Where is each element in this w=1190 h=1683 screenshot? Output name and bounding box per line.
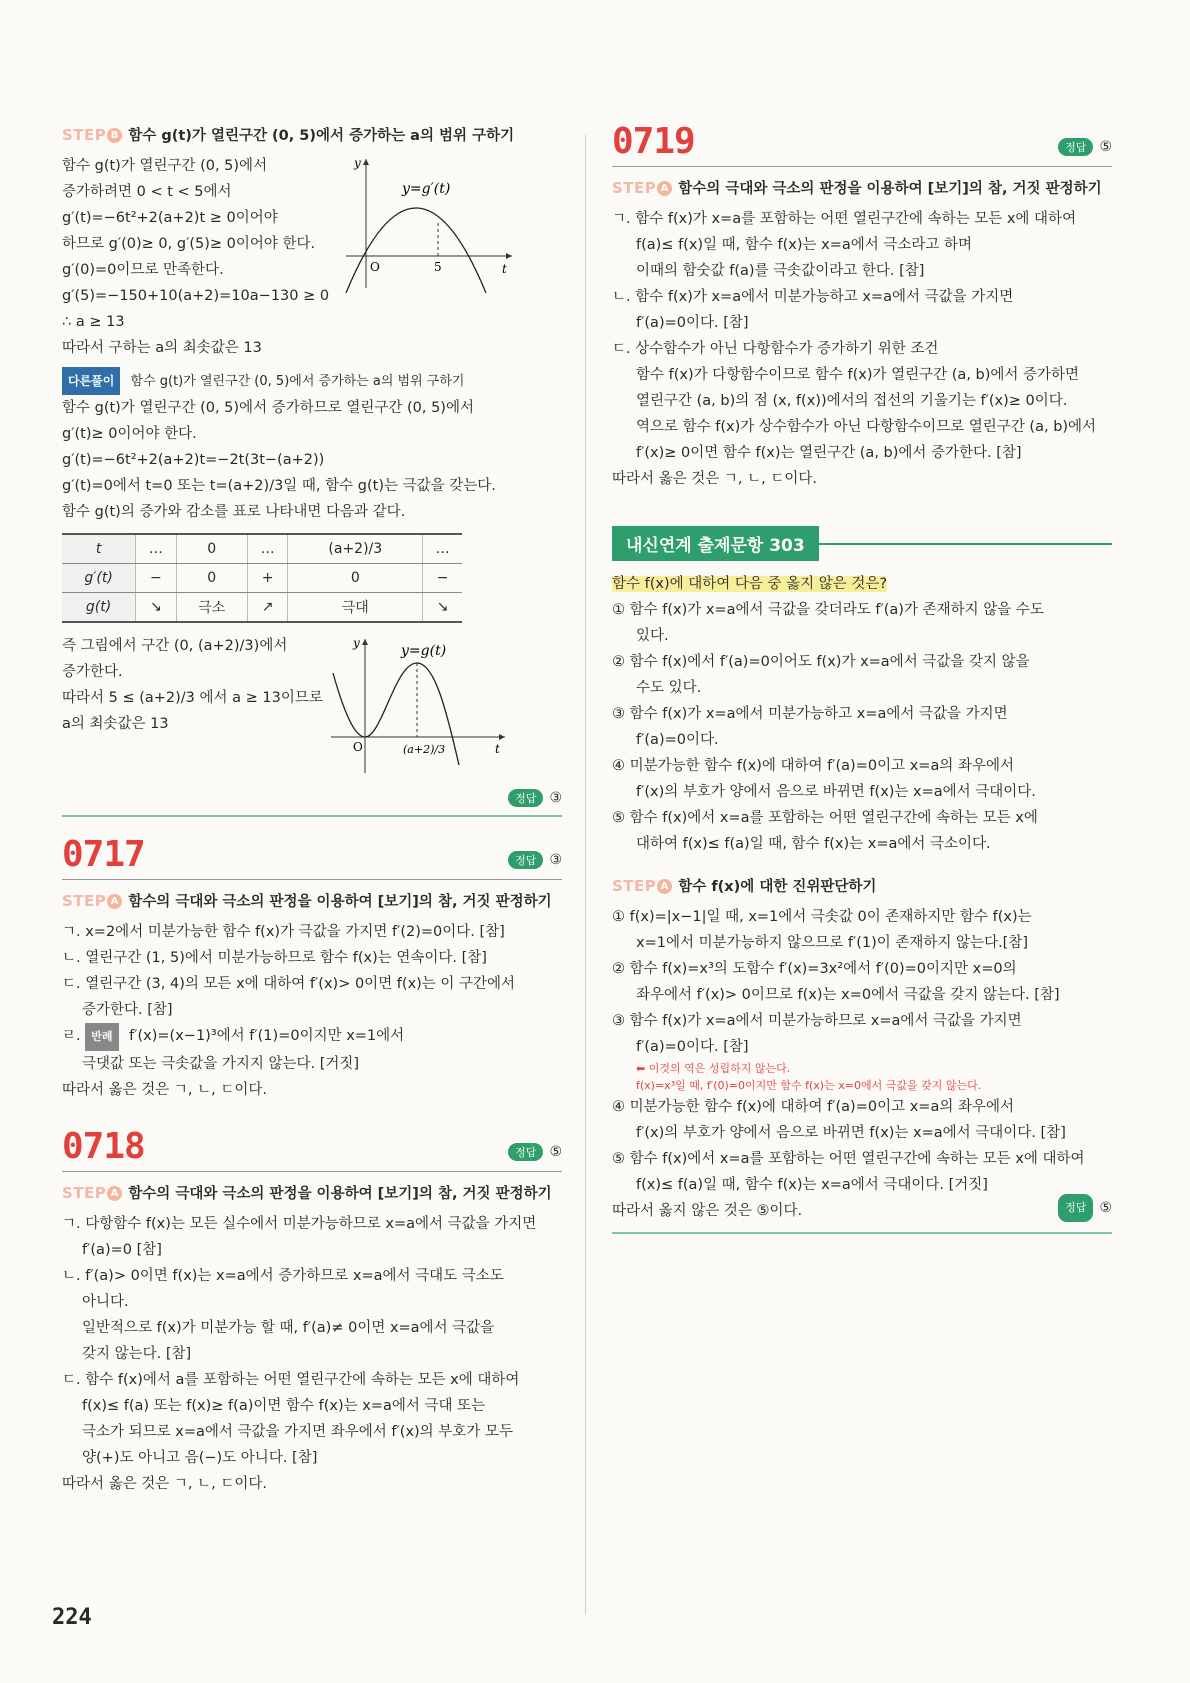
option-line: ① 함수 f(x)가 x=a에서 극값을 갖더라도 f′(a)가 존재하지 않을 수도 xyxy=(612,602,1044,618)
table-cell: + xyxy=(247,564,287,593)
step-title: 함수의 극대와 극소의 판정을 이용하여 [보기]의 참, 거짓 판정하기 xyxy=(678,181,1102,197)
answer-pill: 정답 xyxy=(508,851,543,869)
table-cell: … xyxy=(423,534,462,564)
function-graph xyxy=(327,633,517,778)
step-heading xyxy=(612,177,1112,198)
axis-label-y: y xyxy=(354,156,361,170)
table-row xyxy=(62,593,462,623)
text-line: 함수 f(x)가 다항함수이므로 함수 f(x)가 열린구간 (a, b)에서 증가하면 xyxy=(636,367,1080,383)
step-tag: STEP A xyxy=(612,179,672,197)
derivative-graph xyxy=(342,153,522,293)
text-line: ㄷ. 열린구간 (3, 4)의 모든 x에 대하여 f′(x)> 0이면 f(x)는 이 구간에서 xyxy=(62,976,516,992)
table-cell: ↘ xyxy=(423,593,462,623)
tick-label: 5 xyxy=(434,260,442,274)
text-line: 따라서 구하는 a의 최솟값은 13 xyxy=(62,340,262,356)
page-number: 224 xyxy=(52,1605,92,1630)
column-divider xyxy=(585,135,586,1615)
text-line: ㄴ. 열린구간 (1, 5)에서 미분가능하므로 함수 f(x)는 연속이다. [참] xyxy=(62,950,487,966)
answer-value: ⑤ xyxy=(1099,139,1112,155)
sign-table xyxy=(62,533,462,623)
text-line: ㄱ. 다항함수 f(x)는 모든 실수에서 미분가능하므로 x=a에서 극값을 가지면 xyxy=(62,1216,537,1232)
text-line: ㄴ. f′(a)> 0이면 f(x)는 x=a에서 증가하므로 x=a에서 극대도 극소도 xyxy=(62,1268,504,1284)
table-cell: 0 xyxy=(176,534,247,564)
answer-row xyxy=(1058,138,1112,156)
text-line: f′(x)≥ 0이면 함수 f(x)는 열린구간 (a, b)에서 증가한다. [참] xyxy=(636,445,1022,461)
table-cell: 극소 xyxy=(176,593,247,623)
table-cell: t xyxy=(62,534,136,564)
step-heading xyxy=(62,890,562,911)
alt-graph-block xyxy=(62,633,562,781)
curve-label: y=g(t) xyxy=(401,643,447,659)
axis-label-t: t xyxy=(495,742,500,756)
text-line: ㄴ. 함수 f(x)가 x=a에서 미분가능하고 x=a에서 극값을 가지면 xyxy=(612,289,1014,305)
text-line: 갖지 않는다. [참] xyxy=(82,1346,192,1362)
answer-pill: 정답 xyxy=(508,789,543,807)
text-line: g′(0)=0이므로 만족한다. xyxy=(62,262,224,278)
table-cell: g(t) xyxy=(62,593,136,623)
problem-number: 0719 xyxy=(612,121,695,162)
table-cell: 0 xyxy=(288,564,423,593)
table-cell: ↗ xyxy=(247,593,287,623)
answer-pill: 정답 xyxy=(1058,138,1093,156)
step-title: 함수의 극대와 극소의 판정을 이용하여 [보기]의 참, 거짓 판정하기 xyxy=(128,1186,552,1202)
text-line: 양(+)도 아니고 음(−)도 아니다. [참] xyxy=(82,1450,318,1466)
step-tag: STEP B xyxy=(62,126,122,144)
text-line: f(x)≤ f(a) 또는 f(x)≥ f(a)이면 함수 f(x)는 x=a에서 극대 또는 xyxy=(82,1398,486,1414)
answer-row xyxy=(62,789,562,807)
text-line: g′(t)=0에서 t=0 또는 t=(a+2)/3일 때, 함수 g(t)는 극값을 갖는다. xyxy=(62,478,496,494)
text-line: f(a)≤ f(x)일 때, 함수 f(x)는 x=a에서 극소라고 하며 xyxy=(636,237,973,253)
table-cell: − xyxy=(423,564,462,593)
answer-value: ③ xyxy=(549,790,562,806)
option-line: ④ 미분가능한 함수 f(x)에 대하여 f′(a)=0이고 x=a의 좌우에서 xyxy=(612,758,1014,774)
text-line: 증가하려면 0 < t < 5에서 xyxy=(62,184,232,200)
answer-value: ⑤ xyxy=(1099,1200,1112,1216)
linked-problem-title xyxy=(612,526,1112,561)
text-line: 즉 그림에서 구간 (0, (a+2)/3)에서 xyxy=(62,638,288,654)
answer-row xyxy=(1058,1194,1112,1222)
option-line: 대하여 f(x)≤ f(a)일 때, 함수 f(x)는 x=a에서 극소이다. xyxy=(636,836,991,852)
solution-line: ① f(x)=|x−1|일 때, x=1에서 극솟값 0이 존재하지만 함수 f(x)는 xyxy=(612,909,1032,925)
text-line: 함수 g(t)의 증가와 감소를 표로 나타내면 다음과 같다. xyxy=(62,504,406,520)
answer-pill: 정답 xyxy=(1058,1194,1093,1222)
step-title: 함수의 극대와 극소의 판정을 이용하여 [보기]의 참, 거짓 판정하기 xyxy=(128,894,552,910)
problem-0719-header xyxy=(612,118,1112,167)
text-line: ㄱ. x=2에서 미분가능한 함수 f(x)가 극값을 가지면 f′(2)=0이다. [참] xyxy=(62,924,505,940)
right-column xyxy=(612,118,1112,1234)
step-b-heading xyxy=(62,124,562,145)
text-line: 증가한다. xyxy=(62,664,123,680)
text-line: ∴ a ≥ 13 xyxy=(62,314,125,330)
text-line: 따라서 5 ≤ (a+2)/3 에서 a ≥ 13이므로 xyxy=(62,690,323,706)
alt-tag: 다른풀이 xyxy=(62,367,120,395)
alt-heading xyxy=(62,367,562,395)
solution-line: ④ 미분가능한 함수 f(x)에 대하여 f′(a)=0이고 x=a의 좌우에서 xyxy=(612,1099,1014,1115)
step-title: 함수 f(x)에 대한 진위판단하기 xyxy=(678,879,877,895)
option-line: 있다. xyxy=(636,628,669,644)
table-cell: … xyxy=(136,534,176,564)
problem-0717-header xyxy=(62,831,562,880)
table-cell: ↘ xyxy=(136,593,176,623)
option-line: ③ 함수 f(x)가 x=a에서 미분가능하고 x=a에서 극값을 가지면 xyxy=(612,706,1008,722)
curve-label: y=g′(t) xyxy=(402,181,451,197)
text-line: 따라서 옳은 것은 ㄱ, ㄴ, ㄷ이다. xyxy=(62,1476,267,1492)
question-text: 함수 f(x)에 대하여 다음 중 옳지 않은 것은? xyxy=(612,576,888,592)
step-tag: STEP A xyxy=(612,877,672,895)
text-line: 일반적으로 f(x)가 미분가능 할 때, f′(a)≠ 0이면 x=a에서 극값을 xyxy=(82,1320,495,1336)
step-heading xyxy=(62,1182,562,1203)
counterexample-line: ㄹ. 반례 f′(x)=(x−1)³에서 f′(1)=0이지만 x=1에서 xyxy=(62,1023,562,1051)
answer-row xyxy=(508,1143,562,1161)
section-divider xyxy=(612,1232,1112,1234)
table-cell: − xyxy=(136,564,176,593)
title-rule xyxy=(819,543,1112,545)
solution-line: 좌우에서 f′(x)> 0이므로 f(x)는 x=0에서 극값을 갖지 않는다. [참] xyxy=(636,987,1060,1003)
table-cell: (a+2)/3 xyxy=(288,534,423,564)
table-cell: g′(t) xyxy=(62,564,136,593)
solution-line: 따라서 옳지 않은 것은 ⑤이다. 정답 ⑤ xyxy=(612,1198,1112,1224)
solution-line: ② 함수 f(x)=x³의 도함수 f′(x)=3x²에서 f′(0)=0이지만 x=0의 xyxy=(612,961,1017,977)
answer-value: ③ xyxy=(549,852,562,868)
table-cell: 0 xyxy=(176,564,247,593)
option-line: f′(x)의 부호가 양에서 음으로 바뀌면 f(x)는 x=a에서 극대이다. xyxy=(636,784,1036,800)
text-line: f′(a)=0이다. [참] xyxy=(636,315,749,331)
text-line: 이때의 함숫값 f(a)를 극솟값이라고 한다. [참] xyxy=(636,263,925,279)
text-line: g′(t)=−6t²+2(a+2)t=−2t(3t−(a+2)) xyxy=(62,452,325,468)
note-line: f(x)=x³일 때, f′(0)=0이지만 함수 f(x)는 x=0에서 극값을 갖지 않는다. xyxy=(636,1079,982,1092)
text-line: 아니다. xyxy=(82,1294,129,1310)
step1-block xyxy=(62,153,562,361)
solution-line: ③ 함수 f(x)가 x=a에서 미분가능하므로 x=a에서 극값을 가지면 xyxy=(612,1013,1022,1029)
text-line: g′(5)=−150+10(a+2)=10a−130 ≥ 0 xyxy=(62,288,330,304)
option-line: 수도 있다. xyxy=(636,680,702,696)
answer-pill: 정답 xyxy=(508,1143,543,1161)
text-line: a의 최솟값은 13 xyxy=(62,716,169,732)
table-row xyxy=(62,534,462,564)
solution-line: f(x)≤ f(a)일 때, 함수 f(x)는 x=a에서 극대이다. [거짓] xyxy=(636,1177,988,1193)
text-line: 열린구간 (a, b)의 점 (x, f(x))에서의 접선의 기울기는 f′(x)≥ 0이다. xyxy=(636,393,1068,409)
step-heading xyxy=(612,875,1112,896)
text-line: 따라서 옳은 것은 ㄱ, ㄴ, ㄷ이다. xyxy=(62,1082,267,1098)
table-cell: … xyxy=(247,534,287,564)
text-line: 증가한다. [참] xyxy=(82,1002,173,1018)
text-line: 역으로 함수 f(x)가 상수함수가 아닌 다항함수이므로 열린구간 (a, b)에서 xyxy=(636,419,1097,435)
solution-line: ⑤ 함수 f(x)에서 x=a를 포함하는 어떤 열린구간에 속하는 모든 x에 대하여 xyxy=(612,1151,1085,1167)
answer-row xyxy=(508,851,562,869)
step-title: 함수 g(t)가 열린구간 (0, 5)에서 증가하는 a의 범위 구하기 xyxy=(128,128,515,144)
text-line: 함수 g(t)가 열린구간 (0, 5)에서 증가하므로 열린구간 (0, 5)에서 xyxy=(62,400,474,416)
text-line: g′(t)=−6t²+2(a+2)t ≥ 0이어야 xyxy=(62,210,278,226)
text-line: 극댓값 또는 극솟값을 가지지 않는다. [거짓] xyxy=(82,1056,360,1072)
option-line: ⑤ 함수 f(x)에서 x=a를 포함하는 어떤 열린구간에 속하는 모든 x에 xyxy=(612,810,1038,826)
step-tag: STEP A xyxy=(62,1184,122,1202)
solution-line: f′(x)의 부호가 양에서 음으로 바뀌면 f(x)는 x=a에서 극대이다. [참] xyxy=(636,1125,1066,1141)
counterexample-tag: 반례 xyxy=(85,1023,118,1051)
text-line: 극소가 되므로 x=a에서 극값을 가지면 좌우에서 f′(x)의 부호가 모두 xyxy=(82,1424,513,1440)
table-row xyxy=(62,564,462,593)
text-line: ㄱ. 함수 f(x)가 x=a를 포함하는 어떤 열린구간에 속하는 모든 x에 대하여 xyxy=(612,211,1077,227)
table-cell: 극대 xyxy=(288,593,423,623)
note-line: ⬅ 이것의 역은 성립하지 않는다. xyxy=(636,1062,791,1075)
step-tag: STEP A xyxy=(62,892,122,910)
question-line xyxy=(612,571,1112,597)
solution-line: x=1에서 미분가능하지 않으므로 f′(1)이 존재하지 않는다.[참] xyxy=(636,935,1029,951)
origin-label: O xyxy=(353,740,363,754)
axis-label-y: y xyxy=(353,636,360,650)
tick-label: (a+2)/3 xyxy=(403,743,446,756)
problem-number: 0717 xyxy=(62,834,145,875)
text-line: ㄷ. 함수 f(x)에서 a를 포함하는 어떤 열린구간에 속하는 모든 x에 대하여 xyxy=(62,1372,520,1388)
text-line: ㄷ. 상수함수가 아닌 다항함수가 증가하기 위한 조건 xyxy=(612,341,939,357)
linked-problem-label: 내신연계 출제문항 303 xyxy=(612,526,819,561)
problem-number: 0718 xyxy=(62,1126,145,1167)
left-column xyxy=(62,118,562,1497)
axis-label-t: t xyxy=(502,262,507,276)
option-line: ② 함수 f(x)에서 f′(a)=0이어도 f(x)가 x=a에서 극값을 갖지 않을 xyxy=(612,654,1030,670)
origin-label: O xyxy=(370,260,380,274)
text-line: g′(t)≥ 0이어야 한다. xyxy=(62,426,197,442)
option-line: f′(a)=0이다. xyxy=(636,732,719,748)
problem-0718-header xyxy=(62,1123,562,1172)
section-divider xyxy=(62,815,562,817)
answer-value: ⑤ xyxy=(549,1144,562,1160)
text-line: 따라서 옳은 것은 ㄱ, ㄴ, ㄷ이다. xyxy=(612,471,817,487)
alt-title: 함수 g(t)가 열린구간 (0, 5)에서 증가하는 a의 범위 구하기 xyxy=(130,374,465,389)
text-line: f′(a)=0 [참] xyxy=(82,1242,162,1258)
solution-line: f′(a)=0이다. [참] xyxy=(636,1039,749,1055)
text-line: 함수 g(t)가 열린구간 (0, 5)에서 xyxy=(62,158,268,174)
text-line: 하므로 g′(0)≥ 0, g′(5)≥ 0이어야 한다. xyxy=(62,236,316,252)
